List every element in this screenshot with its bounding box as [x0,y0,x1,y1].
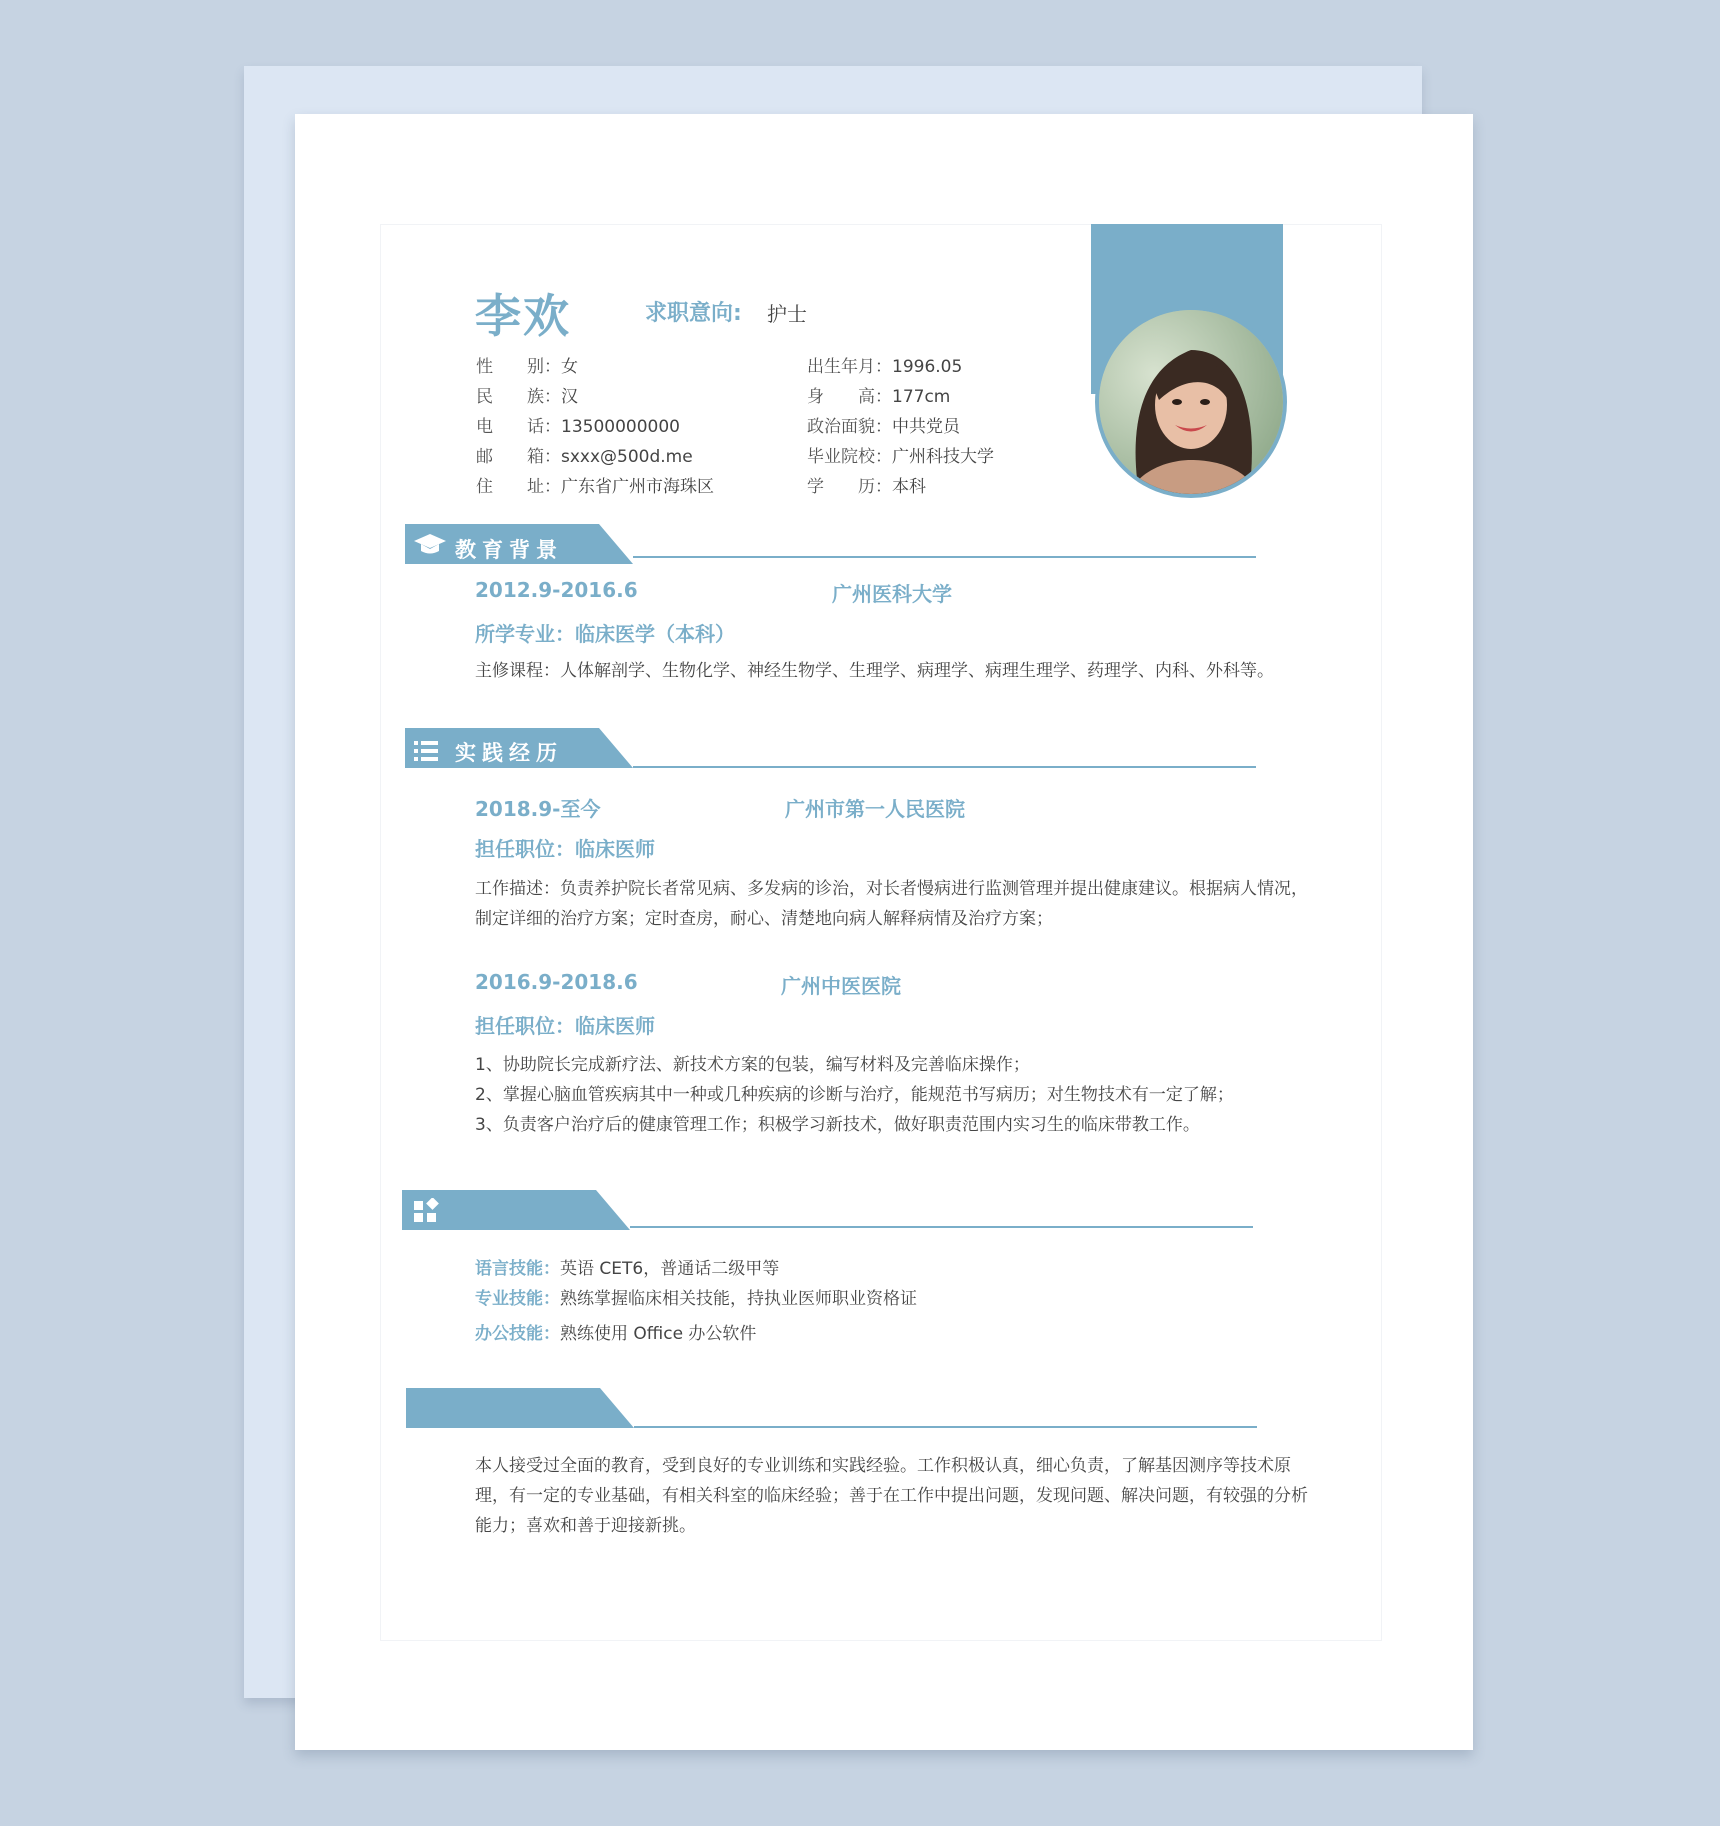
resume-page [295,114,1473,1750]
job1-position: 担任职位：临床医师 [475,837,655,861]
job1-organization: 广州市第一人民医院 [785,797,965,821]
info-ethnicity: 民 族：汉 [476,387,578,407]
info-address: 住 址：广东省广州市海珠区 [476,477,714,497]
info-birth: 出生年月：1996.05 [807,357,963,377]
education-courses: 主修课程：人体解剖学、生物化学、神经生物学、生理学、病理学、病理生理学、药理学、内科、外科等。 [475,661,1274,681]
job-intent-value: 护士 [767,302,807,326]
info-email: 邮 箱：sxxx@500d.me [476,447,693,467]
job2-position: 担任职位：临床医师 [475,1014,655,1038]
self-eval-section-line [634,1426,1257,1428]
info-phone: 电 话：13500000000 [476,417,680,437]
job-intent-label: 求职意向: [645,301,742,326]
widgets-icon [413,1198,439,1224]
skill-professional: 专业技能：熟练掌握临床相关技能，持执业医师职业资格证 [475,1289,917,1309]
education-school: 广州医科大学 [832,582,952,606]
candidate-name: 李欢 [475,289,571,343]
list-icon [414,740,438,762]
job1-period: 2018.9-至今 [475,797,601,821]
skills-section-line [630,1226,1253,1228]
job1-description: 工作描述：负责养护院长者常见病、多发病的诊治，对长者慢病进行监测管理并提出健康建议。根据病人情况，制定详细的治疗方案；定时查房，耐心、清楚地向病人解释病情及治疗方案； [475,879,1308,929]
info-political: 政治面貌：中共党员 [807,417,960,437]
info-height: 身 高：177cm [807,387,951,407]
education-major: 所学专业：临床医学（本科） [475,622,735,646]
info-degree: 学 历：本科 [807,477,926,497]
job2-organization: 广州中医医院 [781,974,901,998]
info-school: 毕业院校：广州科技大学 [807,447,994,467]
profile-photo [1095,306,1287,498]
graduation-cap-icon [413,532,447,556]
job2-item: 2、掌握心脑血管疾病其中一种或几种疾病的诊断与治疗，能规范书写病历；对生物技术有一定了解； [475,1085,1234,1105]
experience-section-line [633,766,1256,768]
self-evaluation-text: 本人接受过全面的教育，受到良好的专业训练和实践经验。工作积极认真，细心负责，了解基因测序等技术原理，有一定的专业基础，有相关科室的临床经验；善于在工作中提出问题，发现问题、解决问题，有较强的分析能力；喜欢和善于迎接新挑。 [475,1456,1308,1536]
education-period: 2012.9-2016.6 [475,578,638,602]
skill-language: 语言技能：英语 CET6，普通话二级甲等 [475,1259,780,1279]
skill-office: 办公技能：熟练使用 Office 办公软件 [475,1324,757,1344]
job2-period: 2016.9-2018.6 [475,970,638,994]
job2-item: 3、负责客户治疗后的健康管理工作；积极学习新技术，做好职责范围内实习生的临床带教工作。 [475,1115,1200,1135]
education-section-line [633,556,1256,558]
education-section-title: 教育背景 [455,538,563,562]
self-eval-section-tab [406,1388,634,1428]
experience-section-title: 实践经历 [455,741,563,765]
job2-item: 1、协助院长完成新疗法、新技术方案的包装，编写材料及完善临床操作； [475,1055,1030,1075]
info-gender: 性 别：女 [476,357,578,377]
